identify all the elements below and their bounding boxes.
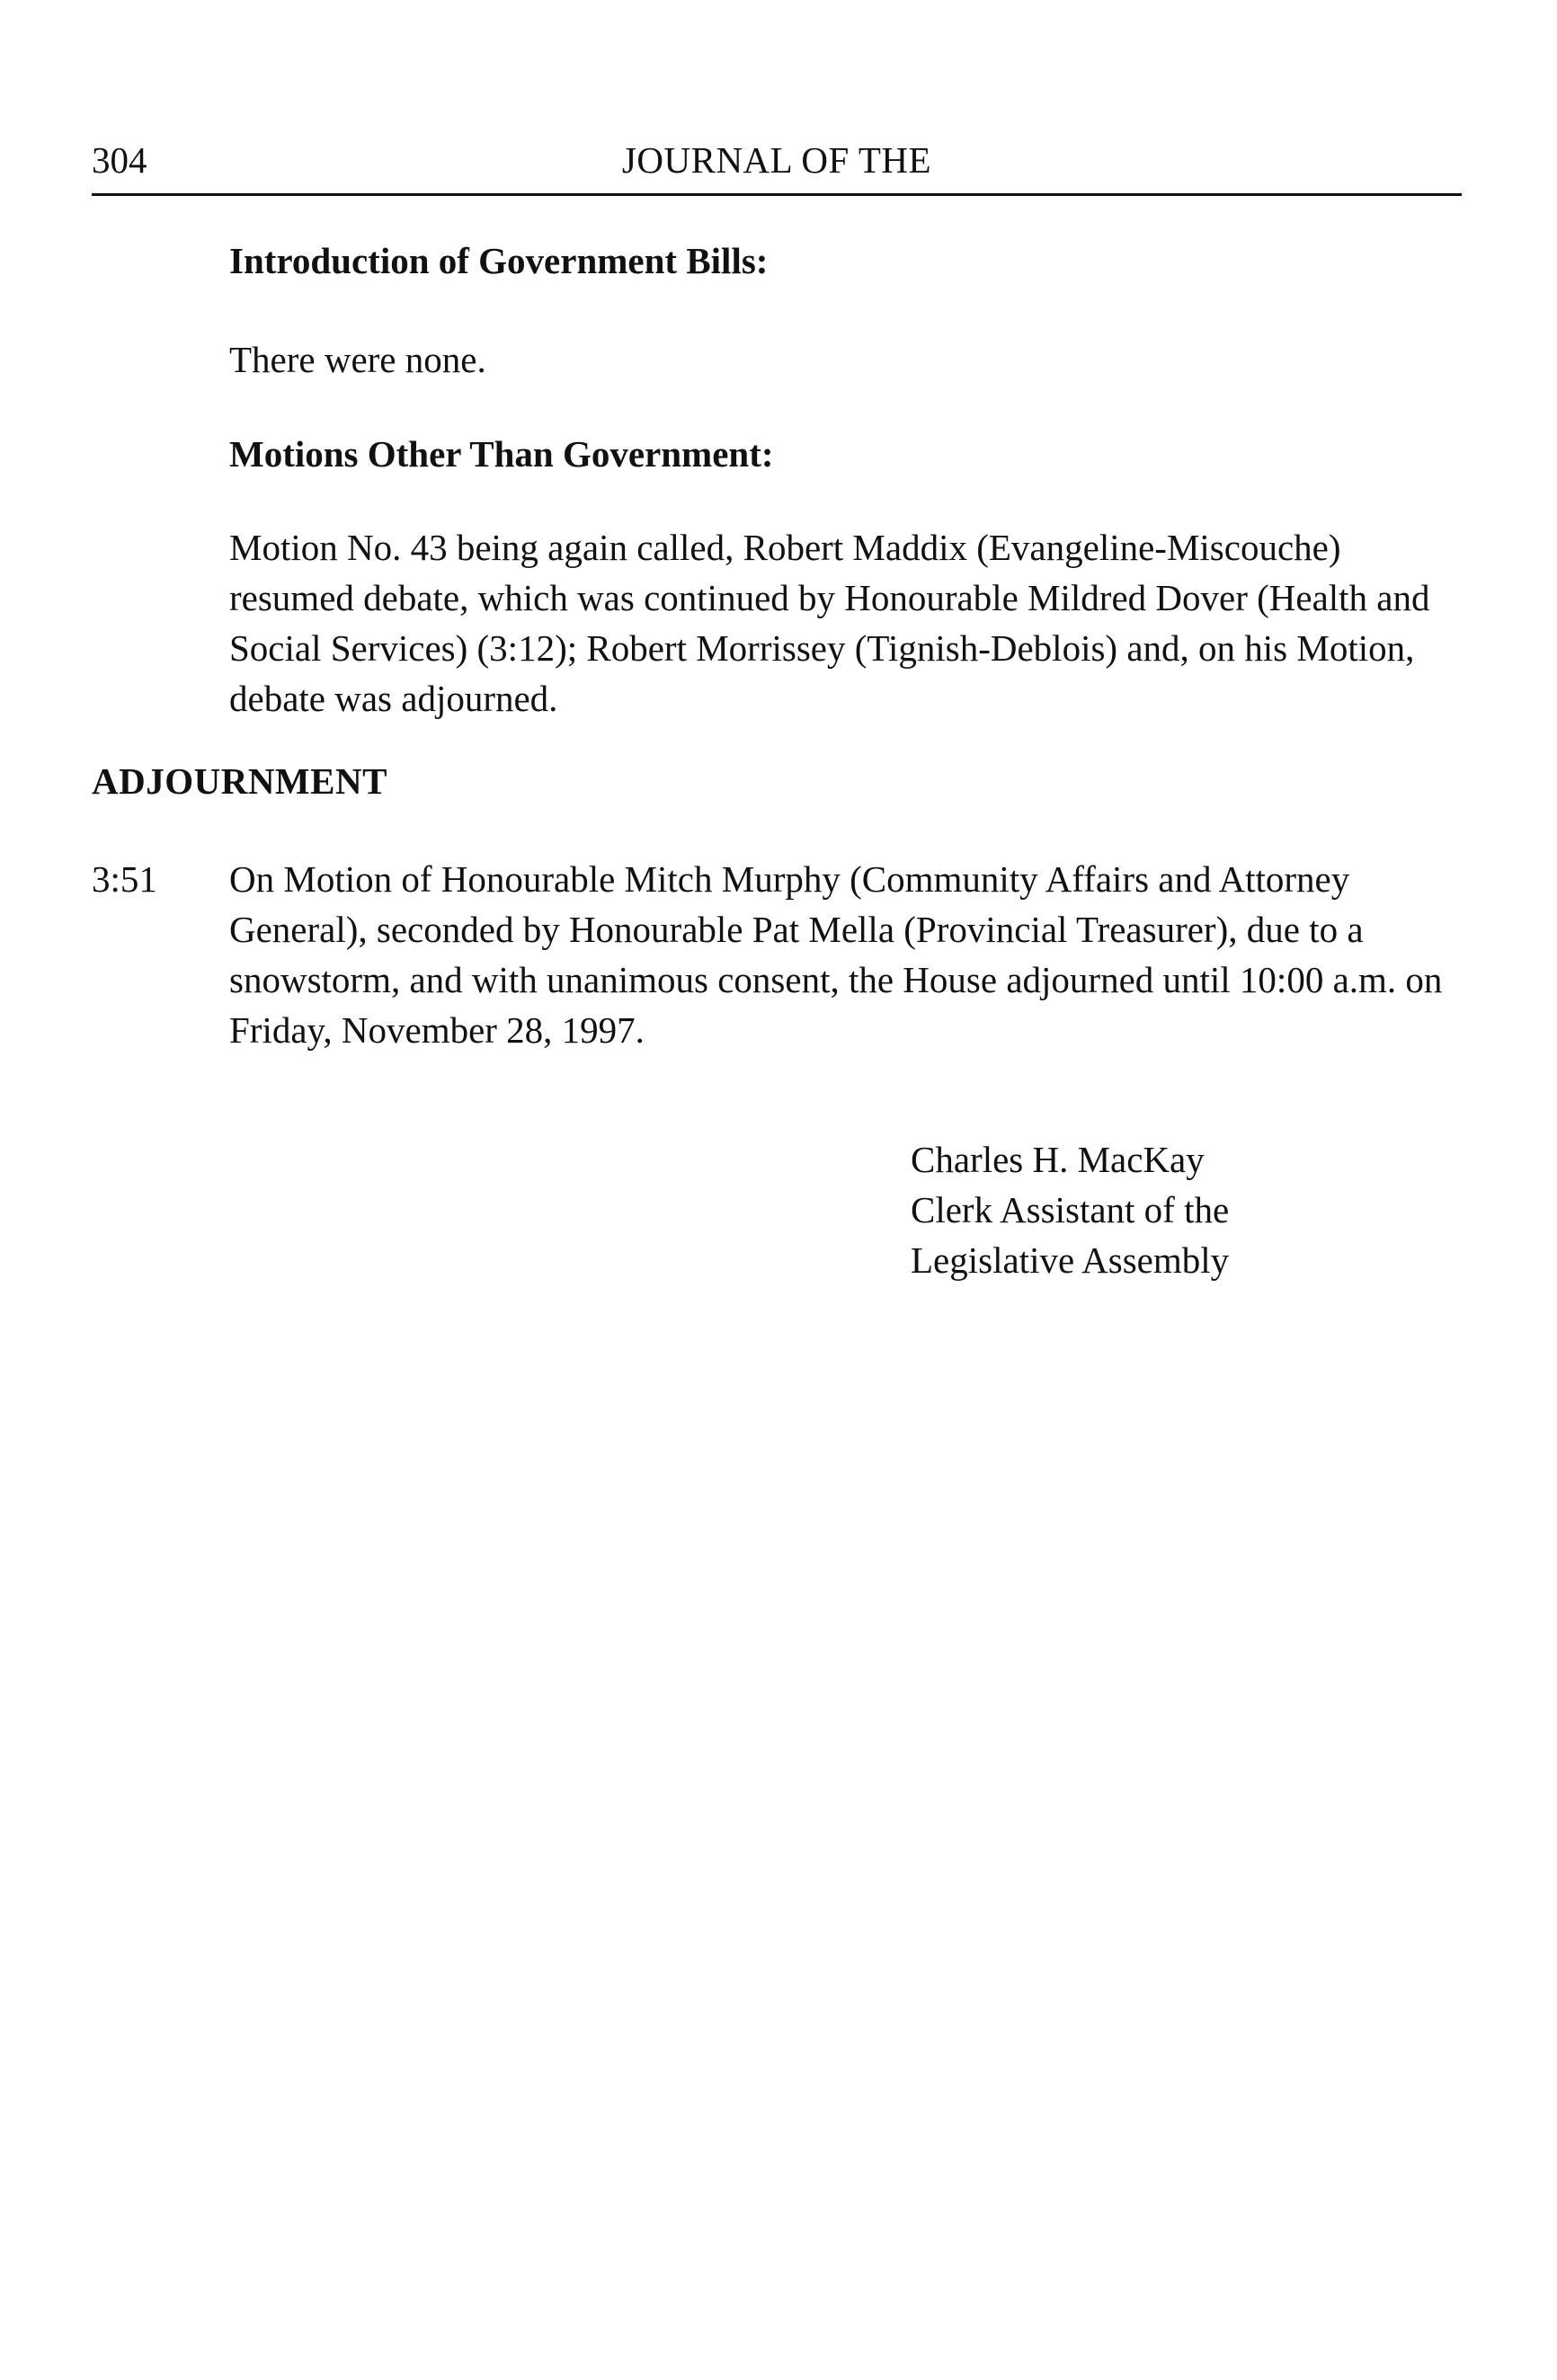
motions-other-body: Motion No. 43 being again called, Robert Maddix (Evangeline-Miscouche) resumed debate, which was continued by Honourable Mildred Dover (Health and Social Services) (3:12); Robert Morrissey (Tignish-Deblois) and, on his Motion, debate was adjourned. <box>229 527 1430 719</box>
signature-name: Charles H. MacKay <box>911 1139 1205 1180</box>
adjournment-heading: ADJOURNMENT <box>92 760 387 802</box>
gov-bills-body: There were none. <box>229 339 486 380</box>
adjournment-body: On Motion of Honourable Mitch Murphy (Community Affairs and Attorney General), seconded by Honourable Pat Mella (Provincial Treasurer), due to a snowstorm, and with unanimous consent, the House adjourned until 10:00 a.m. on Friday, November 28, 1997. <box>229 858 1443 1051</box>
running-head: JOURNAL OF THE <box>621 139 932 181</box>
page-number: 304 <box>92 139 147 181</box>
signature-title-line2: Legislative Assembly <box>911 1239 1230 1281</box>
header-rule <box>92 193 1462 196</box>
gov-bills-heading: Introduction of Government Bills: <box>229 240 769 281</box>
adjournment-time: 3:51 <box>92 858 157 900</box>
signature-block <box>911 1134 1229 1285</box>
motions-other-heading: Motions Other Than Government: <box>229 433 774 475</box>
page-header <box>92 135 1462 189</box>
signature-title-line1: Clerk Assistant of the <box>911 1189 1230 1230</box>
